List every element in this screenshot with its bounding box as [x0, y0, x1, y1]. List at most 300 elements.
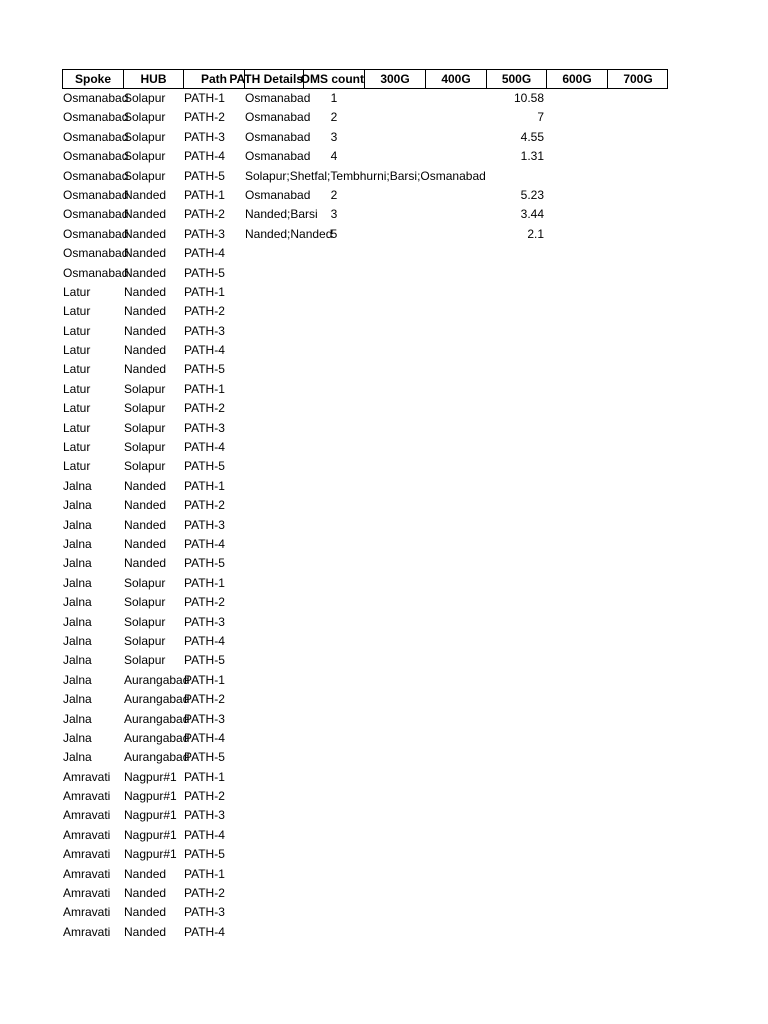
500g-cell[interactable]: 10.58	[513, 91, 544, 105]
path-cell[interactable]: PATH-3	[184, 808, 225, 823]
header-300g[interactable]: 300G	[365, 70, 426, 88]
hub-cell[interactable]: Nanded	[124, 265, 167, 280]
path-cell[interactable]: PATH-2	[184, 595, 225, 610]
table-row	[62, 632, 668, 651]
path-cell[interactable]: PATH-5	[184, 168, 225, 183]
path-details-cell[interactable]	[244, 283, 303, 302]
path-cell[interactable]: PATH-2	[184, 401, 225, 416]
hub-cell[interactable]: Solapur	[124, 653, 166, 668]
path-details-cell[interactable]	[244, 768, 303, 787]
path-cell[interactable]: PATH-2	[184, 692, 225, 707]
hub-cell[interactable]: Nanded	[124, 924, 167, 939]
500g-cell[interactable]	[486, 322, 546, 341]
hub-cell[interactable]: Nanded	[124, 478, 167, 493]
table-row	[62, 593, 668, 612]
oms-count-cell[interactable]	[303, 806, 364, 825]
hub-cell[interactable]: Nanded	[124, 323, 167, 338]
oms-count-cell[interactable]: 2	[330, 110, 338, 125]
path-details-cell[interactable]	[244, 923, 303, 942]
500g-cell[interactable]	[486, 884, 546, 903]
spoke-cell[interactable]: Jalna	[63, 536, 92, 551]
500g-cell[interactable]	[486, 496, 546, 515]
path-details-cell[interactable]	[244, 360, 303, 379]
path-details-cell[interactable]: Osmanabad	[245, 129, 311, 144]
spoke-cell[interactable]: Amravati	[63, 808, 111, 823]
path-details-cell[interactable]: Solapur;Shetfal;Tembhurni;Barsi;Osmanabad	[245, 168, 486, 183]
oms-count-cell[interactable]	[303, 516, 364, 535]
hub-cell[interactable]: Solapur	[124, 440, 166, 455]
500g-cell[interactable]	[486, 167, 546, 186]
path-cell[interactable]: PATH-3	[184, 614, 225, 629]
500g-cell[interactable]	[486, 516, 546, 535]
path-cell[interactable]: PATH-3	[184, 129, 225, 144]
500g-cell[interactable]	[486, 535, 546, 554]
spreadsheet	[62, 69, 668, 942]
500g-cell[interactable]	[486, 903, 546, 922]
500g-cell[interactable]	[486, 283, 546, 302]
table-row	[62, 457, 668, 476]
spoke-cell[interactable]: Latur	[63, 420, 91, 435]
oms-count-cell[interactable]	[303, 710, 364, 729]
header-oms-count[interactable]: OMS count	[300, 72, 364, 86]
hub-cell[interactable]: Aurangabad	[124, 750, 190, 765]
path-cell[interactable]: PATH-3	[184, 517, 225, 532]
path-cell[interactable]: PATH-4	[184, 633, 225, 648]
oms-count-cell[interactable]	[303, 865, 364, 884]
spoke-cell[interactable]: Amravati	[63, 886, 111, 901]
path-cell[interactable]: PATH-1	[184, 866, 225, 881]
hub-cell[interactable]: Nanded	[124, 556, 167, 571]
path-details-cell[interactable]: Osmanabad	[245, 149, 311, 164]
path-cell[interactable]: PATH-3	[184, 226, 225, 241]
hub-cell[interactable]: Nanded	[124, 343, 167, 358]
path-details-cell[interactable]	[244, 651, 303, 670]
oms-count-cell[interactable]	[303, 244, 364, 263]
hub-cell[interactable]: Solapur	[124, 149, 166, 164]
hub-cell[interactable]: Aurangabad	[124, 711, 190, 726]
path-cell[interactable]: PATH-2	[184, 498, 225, 513]
500g-cell[interactable]	[486, 264, 546, 283]
path-details-cell[interactable]	[244, 496, 303, 515]
oms-count-cell[interactable]: 3	[330, 129, 338, 144]
500g-cell[interactable]: 5.23	[520, 187, 544, 202]
oms-count-cell[interactable]: 2	[330, 187, 338, 202]
spoke-cell[interactable]: Osmanabad	[63, 265, 129, 280]
hub-cell[interactable]: Solapur	[124, 459, 166, 474]
path-cell[interactable]: PATH-1	[184, 381, 225, 396]
spoke-cell[interactable]: Osmanabad	[63, 149, 129, 164]
hub-cell[interactable]: Nanded	[124, 304, 167, 319]
spoke-cell[interactable]: Amravati	[63, 847, 111, 862]
spoke-cell[interactable]: Jalna	[63, 750, 92, 765]
500g-cell[interactable]	[486, 360, 546, 379]
spoke-cell[interactable]: Jalna	[63, 575, 92, 590]
path-cell[interactable]: PATH-4	[184, 827, 225, 842]
oms-count-cell[interactable]	[303, 613, 364, 632]
500g-cell[interactable]	[486, 341, 546, 360]
500g-cell[interactable]	[486, 923, 546, 942]
path-cell[interactable]: PATH-1	[184, 91, 225, 105]
header-500g[interactable]: 500G	[487, 70, 547, 88]
path-details-cell[interactable]	[244, 399, 303, 418]
path-details-cell[interactable]	[244, 244, 303, 263]
hub-cell[interactable]: Nanded	[124, 207, 167, 222]
path-cell[interactable]: PATH-2	[184, 886, 225, 901]
path-details-cell[interactable]	[244, 748, 303, 767]
table-row	[62, 865, 668, 884]
spoke-cell[interactable]: Osmanabad	[63, 207, 129, 222]
path-cell[interactable]: PATH-5	[184, 847, 225, 862]
path-cell[interactable]: PATH-5	[184, 265, 225, 280]
path-details-cell[interactable]	[244, 438, 303, 457]
path-details-cell[interactable]	[244, 710, 303, 729]
oms-count-cell[interactable]	[303, 360, 364, 379]
oms-count-cell[interactable]	[303, 399, 364, 418]
table-row	[62, 244, 668, 263]
path-details-cell[interactable]	[244, 457, 303, 476]
oms-count-cell[interactable]	[303, 264, 364, 283]
500g-cell[interactable]	[486, 632, 546, 651]
path-cell[interactable]: PATH-5	[184, 750, 225, 765]
path-cell[interactable]: PATH-3	[184, 711, 225, 726]
path-cell[interactable]: PATH-3	[184, 420, 225, 435]
oms-count-cell[interactable]: 5	[330, 226, 338, 241]
table-row	[62, 264, 668, 283]
path-cell[interactable]: PATH-5	[184, 556, 225, 571]
oms-count-cell[interactable]	[303, 632, 364, 651]
spoke-cell[interactable]: Osmanabad	[63, 246, 129, 261]
oms-count-cell[interactable]	[303, 651, 364, 670]
spoke-cell[interactable]: Jalna	[63, 517, 92, 532]
oms-count-cell[interactable]	[303, 845, 364, 864]
spoke-cell[interactable]: Osmanabad	[63, 129, 129, 144]
path-details-cell[interactable]	[244, 613, 303, 632]
path-cell[interactable]: PATH-1	[184, 575, 225, 590]
path-cell[interactable]: PATH-1	[184, 284, 225, 299]
oms-count-cell[interactable]	[303, 671, 364, 690]
path-details-cell[interactable]	[244, 264, 303, 283]
spoke-cell[interactable]: Jalna	[63, 730, 92, 745]
500g-cell[interactable]	[486, 865, 546, 884]
spoke-cell[interactable]: Amravati	[63, 905, 111, 920]
spoke-cell[interactable]: Latur	[63, 381, 91, 396]
header-row	[62, 69, 668, 89]
oms-count-cell[interactable]: 3	[330, 207, 338, 222]
spoke-cell[interactable]: Latur	[63, 440, 91, 455]
path-details-cell[interactable]	[244, 380, 303, 399]
path-details-cell[interactable]: Nanded;Nanded	[245, 226, 333, 241]
500g-cell[interactable]	[486, 574, 546, 593]
hub-cell[interactable]: Nanded	[124, 246, 167, 261]
path-details-cell[interactable]	[244, 574, 303, 593]
path-cell[interactable]: PATH-1	[184, 478, 225, 493]
spoke-cell[interactable]: Jalna	[63, 614, 92, 629]
500g-cell[interactable]	[486, 477, 546, 496]
spoke-cell[interactable]: Latur	[63, 323, 91, 338]
hub-cell[interactable]: Aurangabad	[124, 692, 190, 707]
table-row	[62, 787, 668, 806]
500g-cell[interactable]	[486, 806, 546, 825]
header-400g[interactable]: 400G	[426, 70, 487, 88]
500g-cell[interactable]	[486, 671, 546, 690]
path-details-cell[interactable]	[244, 341, 303, 360]
path-details-cell[interactable]: Osmanabad	[245, 91, 311, 105]
hub-cell[interactable]: Nanded	[124, 226, 167, 241]
hub-cell[interactable]: Nanded	[124, 284, 167, 299]
table-row	[62, 923, 668, 942]
spoke-cell[interactable]: Jalna	[63, 692, 92, 707]
table-row	[62, 89, 668, 108]
oms-count-cell[interactable]	[303, 477, 364, 496]
header-spoke[interactable]: Spoke	[63, 70, 124, 88]
path-cell[interactable]: PATH-4	[184, 924, 225, 939]
spoke-cell[interactable]: Osmanabad	[63, 110, 129, 125]
path-details-cell[interactable]	[244, 671, 303, 690]
table-row	[62, 186, 668, 205]
spoke-cell[interactable]: Latur	[63, 362, 91, 377]
oms-count-cell[interactable]	[303, 787, 364, 806]
oms-count-cell[interactable]	[303, 380, 364, 399]
path-details-cell[interactable]	[244, 535, 303, 554]
oms-count-cell[interactable]	[303, 283, 364, 302]
oms-count-cell[interactable]	[303, 593, 364, 612]
table-row	[62, 496, 668, 515]
path-details-cell[interactable]	[244, 903, 303, 922]
table-row	[62, 574, 668, 593]
hub-cell[interactable]: Aurangabad	[124, 730, 190, 745]
500g-cell[interactable]	[486, 768, 546, 787]
table-row	[62, 768, 668, 787]
hub-cell[interactable]: Solapur	[124, 381, 166, 396]
hub-cell[interactable]: Nanded	[124, 187, 167, 202]
spoke-cell[interactable]: Amravati	[63, 769, 111, 784]
spoke-cell[interactable]: Jalna	[63, 556, 92, 571]
500g-cell[interactable]	[486, 399, 546, 418]
hub-cell[interactable]: Solapur	[124, 575, 166, 590]
table-row	[62, 302, 668, 321]
hub-cell[interactable]: Aurangabad	[124, 672, 190, 687]
oms-count-cell[interactable]: 1	[330, 91, 338, 105]
path-cell[interactable]: PATH-5	[184, 459, 225, 474]
path-cell[interactable]: PATH-5	[184, 653, 225, 668]
table-row	[62, 826, 668, 845]
table-row	[62, 729, 668, 748]
500g-cell[interactable]	[486, 593, 546, 612]
oms-count-cell[interactable]	[303, 923, 364, 942]
hub-cell[interactable]: Nagpur#1	[124, 769, 177, 784]
path-cell[interactable]: PATH-1	[184, 769, 225, 784]
500g-cell[interactable]	[486, 845, 546, 864]
table-row	[62, 690, 668, 709]
path-details-cell[interactable]	[244, 865, 303, 884]
path-details-cell[interactable]	[244, 806, 303, 825]
500g-cell[interactable]: 2.1	[527, 226, 544, 241]
path-cell[interactable]: PATH-2	[184, 304, 225, 319]
500g-cell[interactable]	[486, 690, 546, 709]
spoke-cell[interactable]: Jalna	[63, 672, 92, 687]
hub-cell[interactable]: Nanded	[124, 362, 167, 377]
hub-cell[interactable]: Nagpur#1	[124, 808, 177, 823]
hub-cell[interactable]: Nagpur#1	[124, 847, 177, 862]
path-details-cell[interactable]	[244, 477, 303, 496]
oms-count-cell[interactable]	[303, 729, 364, 748]
table-row	[62, 225, 668, 244]
path-cell[interactable]: PATH-4	[184, 343, 225, 358]
oms-count-cell[interactable]	[303, 748, 364, 767]
header-700g[interactable]: 700G	[623, 72, 653, 86]
path-details-cell[interactable]	[244, 845, 303, 864]
path-details-cell[interactable]	[244, 516, 303, 535]
500g-cell[interactable]: 7	[537, 110, 544, 125]
path-cell[interactable]: PATH-4	[184, 730, 225, 745]
hub-cell[interactable]: Solapur	[124, 595, 166, 610]
path-details-cell[interactable]: Osmanabad	[245, 187, 311, 202]
spoke-cell[interactable]: Latur	[63, 304, 91, 319]
oms-count-cell[interactable]	[303, 884, 364, 903]
path-cell[interactable]: PATH-2	[184, 789, 225, 804]
hub-cell[interactable]: Nanded	[124, 517, 167, 532]
spoke-cell[interactable]: Osmanabad	[63, 187, 129, 202]
oms-count-cell[interactable]	[303, 302, 364, 321]
oms-count-cell[interactable]	[303, 341, 364, 360]
header-path[interactable]: Path	[184, 70, 245, 88]
path-details-cell[interactable]	[244, 322, 303, 341]
spoke-cell[interactable]: Latur	[63, 459, 91, 474]
table-row	[62, 380, 668, 399]
path-cell[interactable]: PATH-4	[184, 246, 225, 261]
hub-cell[interactable]: Nanded	[124, 886, 167, 901]
500g-cell[interactable]	[486, 748, 546, 767]
table-row	[62, 516, 668, 535]
hub-cell[interactable]: Solapur	[124, 168, 166, 183]
path-details-cell[interactable]	[244, 302, 303, 321]
oms-count-cell[interactable]	[303, 903, 364, 922]
spoke-cell[interactable]: Jalna	[63, 711, 92, 726]
hub-cell[interactable]: Nanded	[124, 536, 167, 551]
spoke-cell[interactable]: Osmanabad	[63, 168, 129, 183]
500g-cell[interactable]	[486, 729, 546, 748]
500g-cell[interactable]: 1.31	[520, 149, 544, 164]
oms-count-cell[interactable]	[303, 826, 364, 845]
500g-cell[interactable]	[486, 380, 546, 399]
path-cell[interactable]: PATH-3	[184, 905, 225, 920]
spoke-cell[interactable]: Osmanabad	[63, 91, 129, 105]
spoke-cell[interactable]: Amravati	[63, 866, 111, 881]
500g-cell[interactable]	[486, 651, 546, 670]
spoke-cell[interactable]: Latur	[63, 343, 91, 358]
oms-count-cell[interactable]	[303, 419, 364, 438]
hub-cell[interactable]: Solapur	[124, 129, 166, 144]
hub-cell[interactable]: Solapur	[124, 614, 166, 629]
oms-count-cell[interactable]	[303, 768, 364, 787]
oms-count-cell[interactable]	[303, 574, 364, 593]
spoke-cell[interactable]: Osmanabad	[63, 226, 129, 241]
oms-count-cell[interactable]	[303, 690, 364, 709]
spoke-cell[interactable]: Amravati	[63, 827, 111, 842]
path-details-cell[interactable]: Nanded;Barsi	[245, 207, 318, 222]
oms-count-cell[interactable]: 4	[330, 149, 338, 164]
spoke-cell[interactable]: Jalna	[63, 653, 92, 668]
spoke-cell[interactable]: Jalna	[63, 498, 92, 513]
spoke-cell[interactable]: Amravati	[63, 924, 111, 939]
path-details-cell[interactable]	[244, 593, 303, 612]
path-details-cell[interactable]	[244, 884, 303, 903]
path-cell[interactable]: PATH-3	[184, 323, 225, 338]
hub-cell[interactable]: Solapur	[124, 633, 166, 648]
path-details-cell[interactable]: Osmanabad	[245, 110, 311, 125]
table-row	[62, 671, 668, 690]
oms-count-cell[interactable]	[303, 438, 364, 457]
path-details-cell[interactable]	[244, 554, 303, 573]
oms-count-cell[interactable]	[303, 554, 364, 573]
500g-cell[interactable]	[486, 457, 546, 476]
500g-cell[interactable]	[486, 244, 546, 263]
oms-count-cell[interactable]	[303, 457, 364, 476]
path-details-cell[interactable]	[244, 690, 303, 709]
500g-cell[interactable]	[486, 710, 546, 729]
500g-cell[interactable]	[486, 613, 546, 632]
500g-cell[interactable]	[486, 438, 546, 457]
oms-count-cell[interactable]	[303, 535, 364, 554]
500g-cell[interactable]	[486, 554, 546, 573]
path-details-cell[interactable]	[244, 729, 303, 748]
hub-cell[interactable]: Nanded	[124, 866, 167, 881]
path-details-cell[interactable]	[244, 419, 303, 438]
spoke-cell[interactable]: Latur	[63, 401, 91, 416]
path-cell[interactable]: PATH-4	[184, 440, 225, 455]
hub-cell[interactable]: Nagpur#1	[124, 789, 177, 804]
path-cell[interactable]: PATH-1	[184, 187, 225, 202]
hub-cell[interactable]: Solapur	[124, 401, 166, 416]
table-row	[62, 613, 668, 632]
hub-cell[interactable]: Nagpur#1	[124, 827, 177, 842]
500g-cell[interactable]	[486, 787, 546, 806]
path-details-cell[interactable]	[244, 826, 303, 845]
hub-cell[interactable]: Nanded	[124, 498, 167, 513]
hub-cell[interactable]: Solapur	[124, 110, 166, 125]
500g-cell[interactable]	[486, 826, 546, 845]
500g-cell[interactable]: 4.55	[520, 129, 544, 144]
oms-count-cell[interactable]	[303, 322, 364, 341]
500g-cell[interactable]	[486, 302, 546, 321]
table-row	[62, 554, 668, 573]
hub-cell[interactable]: Solapur	[124, 420, 166, 435]
path-details-cell[interactable]	[244, 787, 303, 806]
path-cell[interactable]: PATH-1	[184, 672, 225, 687]
path-cell[interactable]: PATH-2	[184, 110, 225, 125]
header-hub[interactable]: HUB	[124, 70, 184, 88]
table-row	[62, 399, 668, 418]
500g-cell[interactable]	[486, 419, 546, 438]
spoke-cell[interactable]: Amravati	[63, 789, 111, 804]
spoke-cell[interactable]: Jalna	[63, 633, 92, 648]
path-cell[interactable]: PATH-4	[184, 536, 225, 551]
path-details-cell[interactable]	[244, 632, 303, 651]
spoke-cell[interactable]: Latur	[63, 284, 91, 299]
header-path-details[interactable]: PATH Details	[229, 72, 303, 86]
path-cell[interactable]: PATH-5	[184, 362, 225, 377]
table-row	[62, 710, 668, 729]
hub-cell[interactable]: Nanded	[124, 905, 167, 920]
path-cell[interactable]: PATH-4	[184, 149, 225, 164]
path-cell[interactable]: PATH-2	[184, 207, 225, 222]
header-600g[interactable]: 600G	[547, 70, 608, 88]
spoke-cell[interactable]: Jalna	[63, 478, 92, 493]
spoke-cell[interactable]: Jalna	[63, 595, 92, 610]
500g-cell[interactable]: 3.44	[520, 207, 544, 222]
oms-count-cell[interactable]	[303, 496, 364, 515]
hub-cell[interactable]: Solapur	[124, 91, 166, 105]
